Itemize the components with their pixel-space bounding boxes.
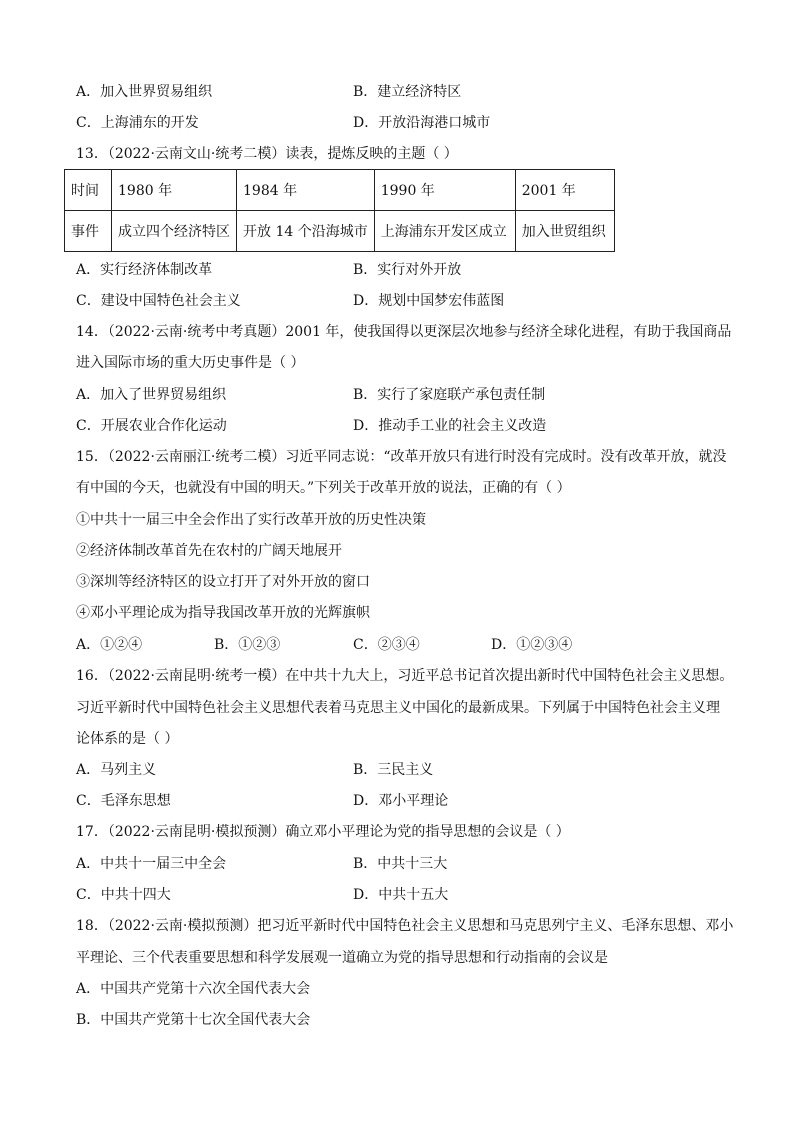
question-stem: 平理论、三个代表重要思想和科学发展观一道确立为党的指导思想和行动指南的会议是 [76,950,608,966]
option-a: A．马列主义 [76,762,157,778]
table-cell: 开放 14 个沿海城市 [237,211,375,252]
option-b: B．建立经济特区 [353,84,462,100]
question-13-table [64,169,615,252]
table-row [65,170,615,211]
option-d: D．推动手工业的社会主义改造 [353,418,547,434]
question-stem: 15．（2022·云南丽江·统考二模）习近平同志说：“改革开放只有进行时没有完成时。没有改革开放，就没 [76,449,727,465]
option-d: D．邓小平理论 [353,793,449,809]
question-stem: 有中国的今天，也就没有中国的明天。”下列关于改革开放的说法，正确的有（ ） [76,480,571,496]
option-a: A．加入世界贸易组织 [76,84,213,100]
question-stem: 17．（2022·云南昆明·模拟预测）确立邓小平理论为党的指导思想的会议是（ ） [76,824,570,840]
statement: ①中共十一届三中全会作出了实行改革开放的历史性决策 [76,512,426,528]
table-row-label: 事件 [65,211,112,252]
table-cell: 2001 年 [515,170,614,211]
option-a: A．①②④ [76,637,143,653]
statement: ④邓小平理论成为指导我国改革开放的光辉旗帜 [76,605,370,621]
table-cell: 1984 年 [237,170,375,211]
option-b: B．实行对外开放 [353,262,462,278]
option-a: A．实行经济体制改革 [76,262,213,278]
table-cell: 成立四个经济特区 [112,211,237,252]
question-stem: 16．（2022·云南昆明·统考一模）在中共十九大上，习近平总书记首次提出新时代中国特色社会主义思想。 [76,668,734,684]
option-c: C．开展农业合作化运动 [76,418,227,434]
question-stem: 习近平新时代中国特色社会主义思想代表着马克思主义中国化的最新成果。下列属于中国特色社会主义理 [76,700,720,716]
option-c: C．中共十四大 [76,887,171,903]
option-d: D．①②③④ [491,637,573,653]
option-d: D．开放沿海港口城市 [353,115,491,131]
option-d: D．中共十五大 [353,887,449,903]
question-stem: 14．（2022·云南·统考中考真题）2001 年，使我国得以更深层次地参与经济全球化进程，有助于我国商品 [76,324,732,340]
option-a: A．中共十一届三中全会 [76,856,227,872]
option-b: B．中共十三大 [353,856,448,872]
question-stem: 18．（2022·云南·模拟预测）把习近平新时代中国特色社会主义思想和马克思列宁主义、毛泽东思想、邓小 [76,918,734,934]
table-cell: 加入世贸组织 [515,211,614,252]
option-d: D．规划中国梦宏伟蓝图 [353,293,505,309]
question-stem: 论体系的是（ ） [76,731,179,747]
statement: ②经济体制改革首先在农村的广阔天地展开 [76,543,342,559]
option-c: C．上海浦东的开发 [76,115,199,131]
option-c: C．毛泽东思想 [76,793,171,809]
table-cell: 上海浦东开发区成立 [374,211,515,252]
option-a: A．中国共产党第十六次全国代表大会 [76,981,311,997]
question-stem: 进入国际市场的重大历史事件是（ ） [76,355,305,371]
option-c: C．建设中国特色社会主义 [76,293,241,309]
option-c: C．②③④ [353,637,420,653]
option-b: B．三民主义 [353,762,434,778]
option-b: B．①②③ [214,637,281,653]
statement: ③深圳等经济特区的设立打开了对外开放的窗口 [76,574,370,590]
option-b: B．实行了家庭联产承包责任制 [353,387,546,403]
table-cell: 1990 年 [374,170,515,211]
table-header-label: 时间 [65,170,112,211]
option-a: A．加入了世界贸易组织 [76,387,227,403]
question-stem: 13．（2022·云南文山·统考二模）读表，提炼反映的主题（ ） [76,146,458,162]
table-row [65,211,615,252]
option-b: B．中国共产党第十七次全国代表大会 [76,1012,311,1028]
table-cell: 1980 年 [112,170,237,211]
